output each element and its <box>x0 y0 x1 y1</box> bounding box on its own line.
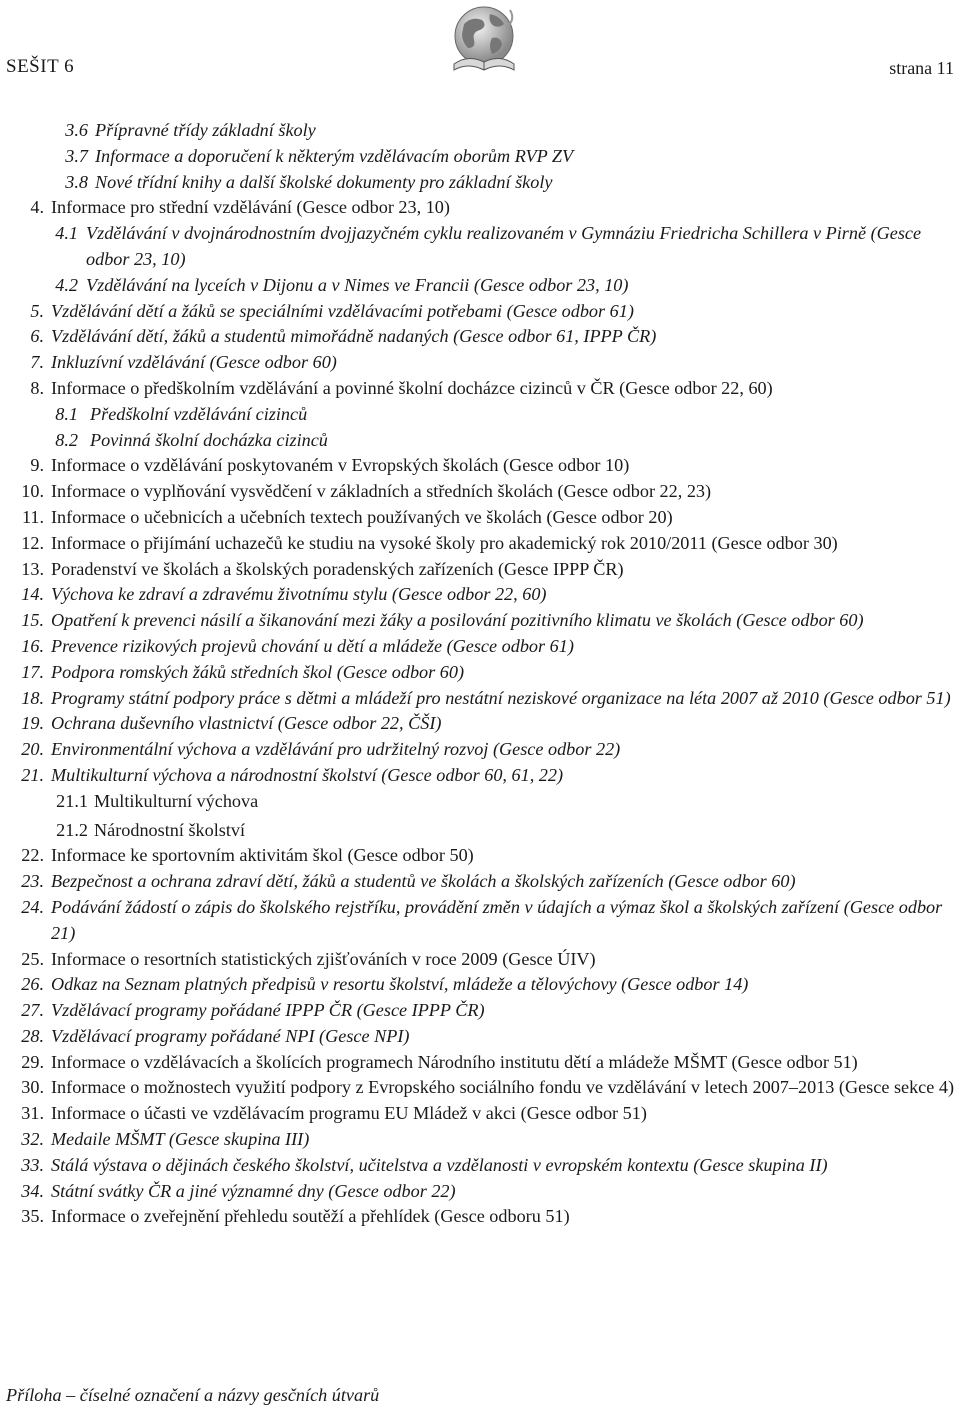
item-title: Informace o vyplňování vysvědčení v základních a středních školách (Gesce odbor 22, 23) <box>51 481 712 502</box>
toc-item <box>0 118 960 144</box>
item-title: Informace pro střední vzdělávání (Gesce odbor 23, 10) <box>51 197 450 218</box>
item-title: Multikulturní výchova a národnostní školství (Gesce odbor 60, 61, 22) <box>51 764 564 785</box>
toc-item <box>0 1075 960 1101</box>
item-number: 20. <box>21 739 44 760</box>
item-title: Poradenství ve školách a školských poradenských zařízeních (Gesce IPPP ČR) <box>51 558 624 579</box>
item-title: Medaile MŠMT (Gesce skupina III) <box>51 1129 310 1150</box>
item-title: Ochrana duševního vlastnictví (Gesce odbor 22, ČŠI) <box>51 713 442 734</box>
item-number: 13. <box>21 558 44 579</box>
item-title: Informace o přijímání uchazečů ke studiu na vysoké školy pro akademický rok 2010/2011 (Gesce odbor 30) <box>51 532 838 553</box>
item-title: Inkluzívní vzdělávání (Gesce odbor 60) <box>51 352 337 373</box>
item-number: 4.1 <box>55 223 78 244</box>
toc-item <box>0 634 960 660</box>
toc-item <box>0 608 960 634</box>
item-title: Informace o předškolním vzdělávání a povinné školní docházce cizinců v ČR (Gesce odbor 22, 60) <box>51 377 773 398</box>
globe-book-icon <box>440 2 526 82</box>
toc-item <box>0 299 960 325</box>
item-number: 14. <box>21 584 44 605</box>
item-title: Vzdělávání dětí, žáků a studentů mimořádně nadaných (Gesce odbor 61, IPPP ČR) <box>51 326 657 347</box>
item-number: 35. <box>21 1206 44 1227</box>
item-title: Bezpečnost a ochrana zdraví dětí, žáků a studentů ve školách a školských zařízeních (Gesce odbor 60) <box>51 871 796 892</box>
item-title: Přípravné třídy základní školy <box>95 120 316 140</box>
item-title: Informace o učebnicích a učebních textech používaných ve školách (Gesce odbor 20) <box>51 506 673 527</box>
item-number: 8. <box>30 377 44 398</box>
toc-item <box>0 557 960 583</box>
toc-item <box>0 170 960 196</box>
item-title: Podávání žádostí o zápis do školského rejstříku, provádění změn v údajích a výmaz škol a školských zařízení (Gesce odbor 21) <box>51 896 943 943</box>
item-number: 30. <box>21 1077 44 1098</box>
toc-item <box>0 531 960 557</box>
toc-item <box>0 972 960 998</box>
toc-item <box>0 350 960 376</box>
item-title: Vzdělávání dětí a žáků se speciálními vzdělávacími potřebami (Gesce odbor 61) <box>51 300 634 321</box>
item-number: 24. <box>21 896 44 917</box>
toc-item <box>0 1101 960 1127</box>
item-title: Vzdělávání na lyceích v Dijonu a v Nimes ve Francii (Gesce odbor 23, 10) <box>86 274 629 295</box>
item-title: Stálá výstava o dějinách českého školství, učitelstva a vzdělanosti v evropském kontextu (Gesce skupina II) <box>51 1154 828 1175</box>
item-title: Environmentální výchova a vzdělávání pro udržitelný rozvoj (Gesce odbor 22) <box>51 739 621 760</box>
toc-item <box>0 998 960 1024</box>
toc-item <box>0 1024 960 1050</box>
item-number: 8.2 <box>55 429 78 450</box>
toc-item <box>0 686 960 712</box>
item-number: 12. <box>21 532 44 553</box>
item-title: Informace o vzdělávání poskytovaném v Evropských školách (Gesce odbor 10) <box>51 455 630 476</box>
item-number: 3.8 <box>65 171 88 192</box>
toc-item <box>0 195 960 221</box>
item-title: Vzdělávací programy pořádané NPI (Gesce NPI) <box>51 1025 410 1046</box>
item-title: Odkaz na Seznam platných předpisů v resortu školství, mládeže a tělovýchovy (Gesce odbor 14) <box>51 974 749 995</box>
item-number: 17. <box>21 661 44 682</box>
item-number: 8.1 <box>55 403 78 424</box>
toc-item <box>0 144 960 170</box>
toc-item <box>0 1153 960 1179</box>
item-number: 6. <box>30 326 44 347</box>
item-number: 31. <box>21 1103 44 1124</box>
item-title: Prevence rizikových projevů chování u dětí a mládeže (Gesce odbor 61) <box>51 635 574 656</box>
toc-item <box>0 221 960 273</box>
item-title: Programy státní podpory práce s dětmi a mládeží pro nestátní neziskové organizace na léta 2007 až 2010 (Gesce odbor 51) <box>51 687 951 708</box>
item-number: 21.2 <box>56 819 88 840</box>
toc-item <box>0 1127 960 1153</box>
page-number: strana 11 <box>889 58 954 78</box>
toc-item <box>0 818 960 844</box>
item-number: 28. <box>21 1025 44 1046</box>
item-title: Národnostní školství <box>94 819 246 840</box>
item-title: Informace ke sportovním aktivitám škol (Gesce odbor 50) <box>51 845 474 866</box>
item-number: 33. <box>21 1154 44 1175</box>
toc-item <box>0 660 960 686</box>
item-title: Vzdělávání v dvojnárodnostním dvojjazyčném cyklu realizovaném v Gymnáziu Friedricha Schillera v Pirně (Gesce odbor 23, 10) <box>86 223 922 269</box>
toc-item <box>0 895 960 947</box>
item-title: Informace o účasti ve vzdělávacím programu EU Mládež v akci (Gesce odbor 51) <box>51 1103 647 1124</box>
item-title: Informace o zveřejnění přehledu soutěží a přehlídek (Gesce odboru 51) <box>51 1206 570 1227</box>
toc-item <box>0 843 960 869</box>
toc-item <box>0 1050 960 1076</box>
toc-item <box>0 505 960 531</box>
toc-item <box>0 376 960 402</box>
item-number: 18. <box>21 687 44 708</box>
toc-item <box>0 402 960 428</box>
toc-item <box>0 1179 960 1205</box>
toc-item <box>0 324 960 350</box>
appendix-heading: Příloha – číselné označení a názvy gesčních útvarů <box>6 1385 380 1405</box>
item-number: 3.6 <box>65 120 88 140</box>
item-number: 16. <box>21 635 44 656</box>
item-number: 19. <box>21 713 44 734</box>
item-title: Multikulturní výchova <box>94 790 259 811</box>
toc-item <box>0 428 960 454</box>
toc-item <box>0 789 960 815</box>
item-title: Nové třídní knihy a další školské dokumenty pro základní školy <box>95 171 553 192</box>
item-title: Předškolní vzdělávání cizinců <box>90 403 308 424</box>
item-number: 29. <box>21 1051 44 1072</box>
item-title: Vzdělávací programy pořádané IPPP ČR (Gesce IPPP ČR) <box>51 1000 485 1021</box>
item-title: Informace o vzdělávacích a školících programech Národního institutu dětí a mládeže MŠMT (Gesce odbor 51) <box>51 1051 858 1072</box>
item-number: 7. <box>30 352 44 373</box>
item-title: Státní svátky ČR a jiné významné dny (Gesce odbor 22) <box>51 1180 456 1201</box>
item-number: 22. <box>21 845 44 866</box>
item-number: 10. <box>21 481 44 502</box>
toc-item <box>0 947 960 973</box>
toc-item <box>0 273 960 299</box>
series-label: SEŠIT 6 <box>6 56 75 77</box>
item-title: Informace o možnostech využití podpory z Evropského sociálního fondu ve vzdělávání v letech 2007–2013 (Gesce sekce 4) <box>51 1077 955 1098</box>
item-number: 4.2 <box>55 274 78 295</box>
item-title: Výchova ke zdraví a zdravému životnímu stylu (Gesce odbor 22, 60) <box>51 584 547 605</box>
table-of-contents <box>0 118 960 1230</box>
item-number: 3.7 <box>65 145 88 166</box>
item-number: 27. <box>21 1000 44 1021</box>
item-number: 34. <box>21 1180 44 1201</box>
item-number: 26. <box>21 974 44 995</box>
item-number: 25. <box>21 948 44 969</box>
toc-item <box>0 582 960 608</box>
item-number: 5. <box>30 300 44 321</box>
item-number: 32. <box>21 1129 44 1150</box>
item-title: Povinná školní docházka cizinců <box>90 429 328 450</box>
toc-item <box>0 711 960 737</box>
item-number: 11. <box>21 506 44 527</box>
item-number: 21.1 <box>56 790 88 811</box>
item-title: Informace a doporučení k některým vzdělávacím oborům RVP ZV <box>95 145 574 166</box>
item-title: Opatření k prevenci násilí a šikanování mezi žáky a posilování pozitivního klimatu ve školách (Gesce odbor 60) <box>51 610 864 631</box>
toc-item <box>0 763 960 789</box>
toc-item <box>0 869 960 895</box>
item-number: 9. <box>30 455 44 476</box>
item-number: 21. <box>21 764 44 785</box>
toc-item <box>0 1204 960 1230</box>
toc-item <box>0 737 960 763</box>
toc-item <box>0 479 960 505</box>
toc-item <box>0 453 960 479</box>
item-number: 15. <box>21 610 44 631</box>
item-number: 4. <box>30 197 44 218</box>
item-title: Podpora romských žáků středních škol (Gesce odbor 60) <box>51 661 465 682</box>
item-title: Informace o resortních statistických zjišťováních v roce 2009 (Gesce ÚIV) <box>51 948 596 969</box>
item-number: 23. <box>21 871 44 892</box>
